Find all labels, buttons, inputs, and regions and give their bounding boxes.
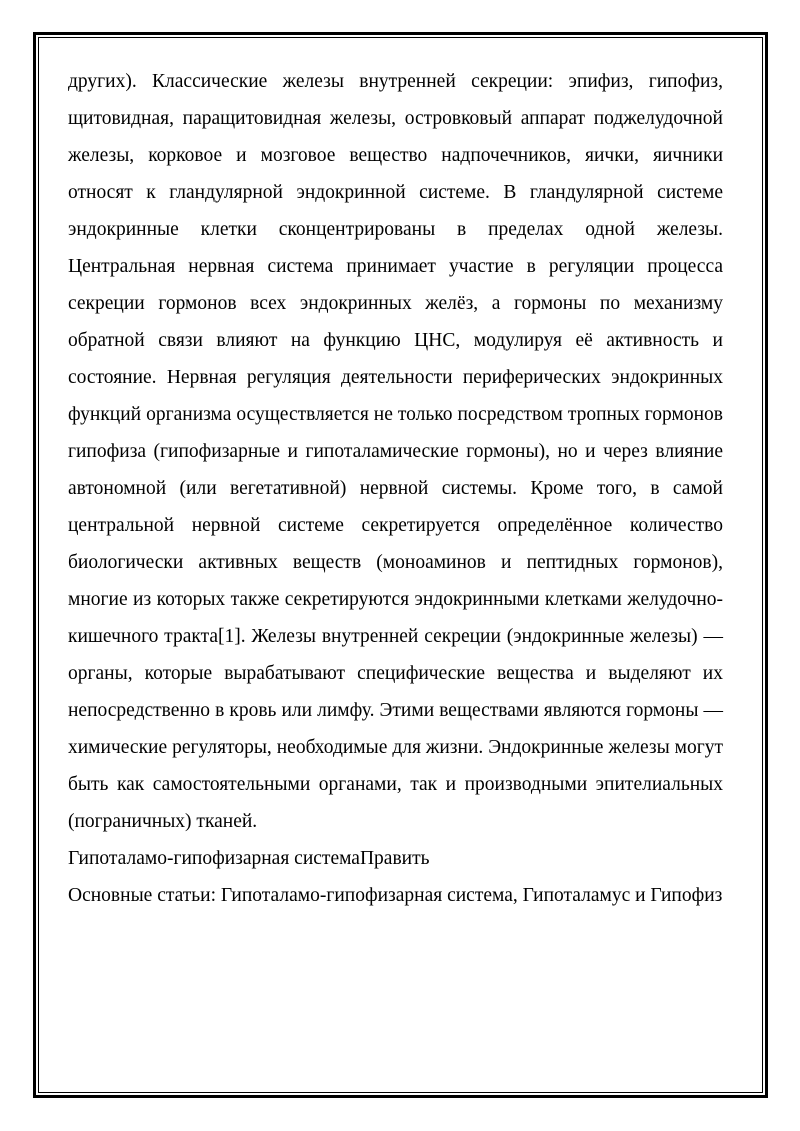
document-text: [68, 63, 723, 914]
main-articles-note: Основные статьи: Гипоталамо-гипофизарная система, Гипоталамус и Гипофиз: [68, 885, 723, 906]
section-heading: Гипоталамо-гипофизарная системаПравить: [68, 848, 430, 869]
body-paragraph: других). Классические железы внутренней секреции: эпифиз, гипофиз, щитовидная, паращитовидная железы, островковый аппарат поджелудочной железы, корковое и мозговое вещество надпочечников, яички, яичники относят к гландулярной эндокринной системе. В гландулярной системе эндокринные клетки сконцентрированы в пределах одной железы. Центральная нервная система принимает участие в регуляции процесса секреции гормонов всех эндокринных желёз, а гормоны по механизму обратной связи влияют на функцию ЦНС, модулируя её активность и состояние. Нервная регуляция деятельности периферических эндокринных функций организма осуществляется не только посредством тропных гормонов гипофиза (гипофизарные и гипоталамические гормоны), но и через влияние автономной (или вегетативной) нервной системы. Кроме того, в самой центральной нервной системе секретируется определённое количество биологически активных веществ (моноаминов и пептидных гормонов), многие из которых также секретируются эндокринными клетками желудочно-кишечного тракта[1]. Железы внутренней секреции (эндокринные железы) — органы, которые вырабатывают специфические вещества и выделяют их непосредственно в кровь или лимфу. Этими веществами являются гормоны — химические регуляторы, необходимые для жизни. Эндокринные железы могут быть как самостоятельными органами, так и производными эпителиальных (пограничных) тканей.: [68, 71, 723, 832]
